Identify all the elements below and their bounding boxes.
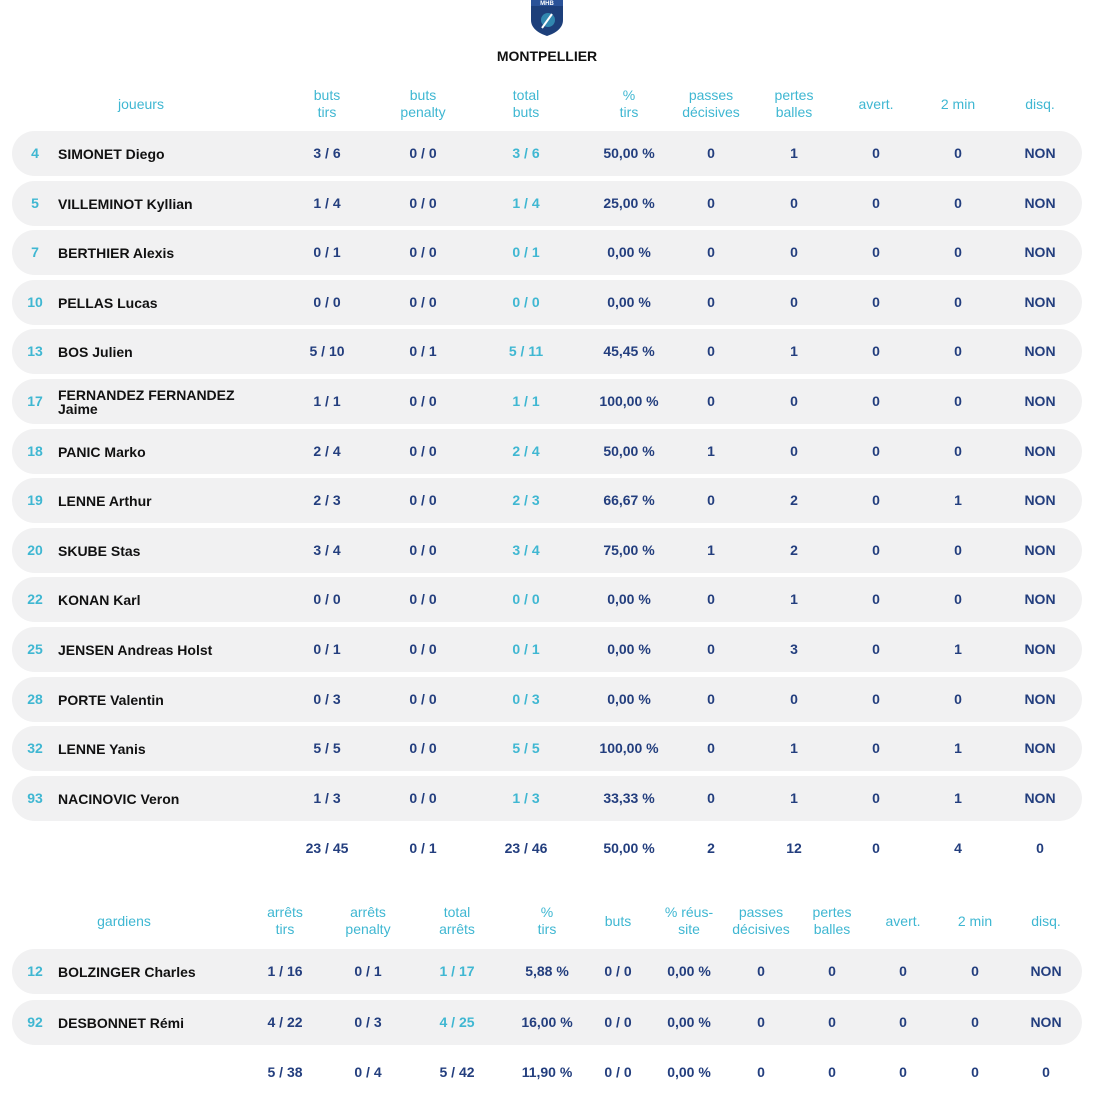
- jersey-number: 4: [31, 145, 39, 161]
- column-header: joueurs: [118, 95, 164, 112]
- player-name: [58, 949, 268, 994]
- jersey-number: 17: [27, 393, 43, 409]
- stat-disq: NON: [1024, 492, 1056, 508]
- column-header: % tirs: [537, 904, 557, 937]
- jersey-number: 32: [27, 740, 43, 756]
- player-name: [58, 726, 268, 771]
- player-name: [58, 131, 268, 176]
- player-row: [12, 776, 1082, 821]
- stat-buts: 0 / 0: [604, 1014, 632, 1030]
- stat-pertes: 0: [828, 963, 836, 979]
- total-total-arrets: 5 / 42: [439, 1064, 475, 1080]
- stat-pertes: 2: [790, 542, 798, 558]
- stat-buts-penalty: 0 / 0: [409, 641, 437, 657]
- stat-deux-min: 0: [971, 963, 979, 979]
- player-name: [58, 429, 268, 474]
- stat-pct-tirs: 100,00 %: [599, 393, 659, 409]
- stat-passes: 0: [707, 691, 715, 707]
- stat-buts-tirs: 0 / 0: [313, 591, 341, 607]
- stat-pct-tirs: 0,00 %: [607, 591, 651, 607]
- jersey-number: 18: [27, 443, 43, 459]
- total-pct-tirs: 11,90 %: [521, 1064, 573, 1080]
- stat-buts-tirs: 1 / 3: [313, 790, 341, 806]
- stat-buts-tirs: 1 / 1: [313, 393, 341, 409]
- stat-total-buts: 0 / 0: [512, 294, 540, 310]
- column-header: % réus- site: [664, 904, 714, 937]
- stat-pct-tirs: 100,00 %: [599, 740, 659, 756]
- column-header: % tirs: [619, 87, 639, 120]
- player-name: [58, 478, 268, 523]
- stat-passes: 0: [757, 963, 765, 979]
- stat-buts-tirs: 2 / 4: [313, 443, 341, 459]
- stat-buts-tirs: 0 / 1: [313, 244, 341, 260]
- stat-disq: NON: [1030, 963, 1062, 979]
- stat-buts-penalty: 0 / 0: [409, 542, 437, 558]
- stat-disq: NON: [1024, 591, 1056, 607]
- player-name-text: KONAN Karl: [58, 591, 141, 608]
- player-row: [12, 181, 1082, 226]
- player-name: [58, 528, 268, 573]
- player-name-text: DESBONNET Rémi: [58, 1014, 185, 1031]
- stat-passes: 0: [707, 492, 715, 508]
- player-row: [12, 280, 1082, 325]
- stat-pct-tirs: 75,00 %: [603, 542, 655, 558]
- stat-pertes: 3: [790, 641, 798, 657]
- stat-deux-min: 0: [971, 1014, 979, 1030]
- column-header: arrêts tirs: [267, 904, 303, 937]
- stat-total-buts: 0 / 1: [512, 244, 540, 260]
- stat-buts-tirs: 3 / 4: [313, 542, 341, 558]
- stat-buts-penalty: 0 / 0: [409, 443, 437, 459]
- stat-deux-min: 1: [954, 790, 962, 806]
- stat-avert: 0: [872, 492, 880, 508]
- stat-deux-min: 0: [954, 591, 962, 607]
- player-name-text: PELLAS Lucas: [58, 294, 158, 311]
- total-deux-min: 4: [954, 840, 962, 856]
- stat-passes: 0: [707, 591, 715, 607]
- stat-deux-min: 0: [954, 244, 962, 260]
- goalkeeper-row: [12, 1000, 1082, 1045]
- jersey-number: 25: [27, 641, 43, 657]
- stat-avert: 0: [872, 443, 880, 459]
- stat-deux-min: 1: [954, 740, 962, 756]
- stat-disq: NON: [1024, 443, 1056, 459]
- stat-disq: NON: [1024, 542, 1056, 558]
- column-header: 2 min: [957, 912, 993, 929]
- stat-disq: NON: [1024, 145, 1056, 161]
- stat-disq: NON: [1024, 393, 1056, 409]
- stat-disq: NON: [1024, 343, 1056, 359]
- column-header: disq.: [1031, 912, 1061, 929]
- player-row: [12, 726, 1082, 771]
- player-name-text: JENSEN Andreas Holst: [58, 641, 213, 658]
- stat-buts-tirs: 2 / 3: [313, 492, 341, 508]
- stat-pertes: 1: [790, 145, 798, 161]
- jersey-number: 7: [31, 244, 39, 260]
- stat-pertes: 0: [790, 294, 798, 310]
- stat-passes: 0: [707, 740, 715, 756]
- total-avert: 0: [872, 840, 880, 856]
- stat-buts-penalty: 0 / 0: [409, 591, 437, 607]
- stat-deux-min: 1: [954, 492, 962, 508]
- stat-total-buts: 1 / 4: [512, 195, 540, 211]
- stat-passes: 0: [707, 294, 715, 310]
- stat-deux-min: 0: [954, 443, 962, 459]
- goalkeeper-row: [12, 949, 1082, 994]
- players-totals-row: [0, 833, 1100, 863]
- stat-pct-tirs: 0,00 %: [607, 691, 651, 707]
- stat-avert: 0: [872, 790, 880, 806]
- stat-buts-tirs: 5 / 5: [313, 740, 341, 756]
- stat-deux-min: 0: [954, 691, 962, 707]
- stat-total-buts: 5 / 11: [508, 343, 544, 359]
- player-name-text: NACINOVIC Veron: [58, 790, 180, 807]
- jersey-number: 19: [27, 492, 43, 508]
- stat-pct-tirs: 66,67 %: [603, 492, 655, 508]
- stat-buts-penalty: 0 / 0: [409, 195, 437, 211]
- total-disq: 0: [1042, 1064, 1050, 1080]
- players-table-header: [0, 84, 1100, 124]
- stat-arrets-penalty: 0 / 1: [354, 963, 382, 979]
- stat-disq: NON: [1024, 244, 1056, 260]
- stat-deux-min: 0: [954, 393, 962, 409]
- stat-passes: 0: [707, 145, 715, 161]
- stat-total-buts: 0 / 1: [512, 641, 540, 657]
- stat-deux-min: 0: [954, 542, 962, 558]
- stat-pct-tirs: 33,33 %: [603, 790, 655, 806]
- player-row: [12, 230, 1082, 275]
- stat-pertes: 1: [790, 790, 798, 806]
- stat-buts-tirs: 0 / 0: [313, 294, 341, 310]
- stat-pct-tirs: 5,88 %: [525, 963, 569, 979]
- total-pct-tirs: 50,00 %: [603, 840, 655, 856]
- stat-buts-penalty: 0 / 0: [409, 492, 437, 508]
- jersey-number: 20: [27, 542, 43, 558]
- column-header: total buts: [512, 87, 540, 120]
- player-name-text: LENNE Yanis: [58, 740, 146, 757]
- stat-avert: 0: [899, 963, 907, 979]
- player-row: [12, 478, 1082, 523]
- column-header: total arrêts: [439, 904, 475, 937]
- player-name-text: VILLEMINOT Kyllian: [58, 195, 193, 212]
- stat-avert: 0: [872, 591, 880, 607]
- stat-total-buts: 3 / 6: [512, 145, 540, 161]
- total-pct-reussite: 0,00 %: [667, 1064, 711, 1080]
- stat-passes: 1: [707, 542, 715, 558]
- stat-total-buts: 0 / 3: [512, 691, 540, 707]
- total-total-buts: 23 / 46: [504, 840, 548, 856]
- stat-arrets-tirs: 1 / 16: [267, 963, 303, 979]
- stat-buts-tirs: 5 / 10: [309, 343, 345, 359]
- player-name-text: LENNE Arthur: [58, 492, 152, 509]
- player-name: [58, 379, 268, 424]
- player-name: [58, 776, 268, 821]
- stat-avert: 0: [872, 343, 880, 359]
- column-header: avert.: [885, 912, 921, 929]
- stat-disq: NON: [1024, 641, 1056, 657]
- jersey-number: 10: [27, 294, 43, 310]
- stat-total-buts: 3 / 4: [512, 542, 540, 558]
- total-avert: 0: [899, 1064, 907, 1080]
- goalkeepers-totals-row: [0, 1057, 1100, 1087]
- total-arrets-penalty: 0 / 4: [354, 1064, 382, 1080]
- stat-buts-penalty: 0 / 0: [409, 294, 437, 310]
- column-header: gardiens: [97, 912, 151, 929]
- stat-pct-tirs: 0,00 %: [607, 244, 651, 260]
- stat-passes: 0: [707, 790, 715, 806]
- jersey-number: 92: [27, 1014, 43, 1030]
- stat-pct-tirs: 0,00 %: [607, 641, 651, 657]
- player-row: [12, 528, 1082, 573]
- player-name-text: PANIC Marko: [58, 443, 146, 460]
- stat-avert: 0: [872, 145, 880, 161]
- stat-total-buts: 1 / 1: [512, 393, 540, 409]
- player-name-text: BOS Julien: [58, 343, 133, 360]
- stat-total-buts: 1 / 3: [512, 790, 540, 806]
- goalkeepers-table-header: [0, 901, 1100, 941]
- player-row: [12, 329, 1082, 374]
- stat-avert: 0: [872, 542, 880, 558]
- total-buts-tirs: 23 / 45: [305, 840, 349, 856]
- stat-pct-tirs: 45,45 %: [603, 343, 655, 359]
- stat-arrets-tirs: 4 / 22: [267, 1014, 303, 1030]
- player-row: [12, 379, 1082, 424]
- stat-pertes: 2: [790, 492, 798, 508]
- stat-pertes: 0: [790, 393, 798, 409]
- stat-buts-penalty: 0 / 1: [409, 343, 437, 359]
- column-header: pertes balles: [774, 87, 814, 120]
- stat-disq: NON: [1024, 294, 1056, 310]
- column-header: pertes balles: [812, 904, 852, 937]
- total-pertes: 0: [828, 1064, 836, 1080]
- stat-avert: 0: [872, 294, 880, 310]
- team-logo: [528, 0, 566, 36]
- stat-avert: 0: [872, 691, 880, 707]
- total-passes: 0: [757, 1064, 765, 1080]
- stat-avert: 0: [872, 641, 880, 657]
- stat-deux-min: 0: [954, 294, 962, 310]
- stat-buts-penalty: 0 / 0: [409, 740, 437, 756]
- column-header: disq.: [1025, 95, 1055, 112]
- stat-total-buts: 0 / 0: [512, 591, 540, 607]
- column-header: buts penalty: [400, 87, 446, 120]
- stat-pertes: 0: [790, 443, 798, 459]
- stat-buts-penalty: 0 / 0: [409, 393, 437, 409]
- total-buts: 0 / 0: [604, 1064, 632, 1080]
- stat-passes: 0: [707, 343, 715, 359]
- total-deux-min: 0: [971, 1064, 979, 1080]
- stat-pct-tirs: 25,00 %: [603, 195, 655, 211]
- stat-buts-penalty: 0 / 0: [409, 244, 437, 260]
- stat-avert: 0: [872, 393, 880, 409]
- team-name: MONTPELLIER: [496, 48, 598, 64]
- total-disq: 0: [1036, 840, 1044, 856]
- jersey-number: 13: [27, 343, 43, 359]
- player-row: [12, 429, 1082, 474]
- player-name: [58, 280, 268, 325]
- jersey-number: 93: [27, 790, 43, 806]
- stat-pct-reussite: 0,00 %: [667, 1014, 711, 1030]
- player-name: [58, 677, 268, 722]
- mhb-crest-icon: [528, 0, 566, 36]
- stat-disq: NON: [1030, 1014, 1062, 1030]
- player-name-text: BERTHIER Alexis: [58, 244, 175, 261]
- jersey-number: 12: [27, 963, 43, 979]
- stat-deux-min: 0: [954, 195, 962, 211]
- player-name: [58, 329, 268, 374]
- stat-buts-tirs: 1 / 4: [313, 195, 341, 211]
- total-buts-penalty: 0 / 1: [409, 840, 437, 856]
- player-row: [12, 577, 1082, 622]
- stat-avert: 0: [899, 1014, 907, 1030]
- column-header: buts tirs: [313, 87, 341, 120]
- stat-buts-tirs: 0 / 3: [313, 691, 341, 707]
- stat-pct-tirs: 0,00 %: [607, 294, 651, 310]
- player-name-text: SIMONET Diego: [58, 145, 165, 162]
- stat-total-buts: 2 / 3: [512, 492, 540, 508]
- column-header: passes décisives: [732, 904, 790, 937]
- stat-avert: 0: [872, 740, 880, 756]
- column-header: arrêts penalty: [345, 904, 391, 937]
- stat-pertes: 0: [790, 195, 798, 211]
- stat-buts-penalty: 0 / 0: [409, 691, 437, 707]
- stat-deux-min: 1: [954, 641, 962, 657]
- stat-passes: 0: [707, 195, 715, 211]
- total-passes: 2: [707, 840, 715, 856]
- total-arrets-tirs: 5 / 38: [267, 1064, 303, 1080]
- stat-pct-tirs: 16,00 %: [521, 1014, 573, 1030]
- stat-buts-tirs: 3 / 6: [313, 145, 341, 161]
- stat-passes: 0: [707, 393, 715, 409]
- stat-pertes: 1: [790, 740, 798, 756]
- player-name: [58, 577, 268, 622]
- player-name: [58, 627, 268, 672]
- stat-pertes: 0: [790, 244, 798, 260]
- column-header: passes décisives: [682, 87, 740, 120]
- stat-total-buts: 5 / 5: [512, 740, 540, 756]
- stat-pct-tirs: 50,00 %: [603, 443, 655, 459]
- stat-total-arrets: 1 / 17: [439, 963, 475, 979]
- stat-disq: NON: [1024, 740, 1056, 756]
- player-row: [12, 131, 1082, 176]
- player-name: [58, 1000, 268, 1045]
- stat-total-arrets: 4 / 25: [439, 1014, 475, 1030]
- stat-deux-min: 0: [954, 145, 962, 161]
- stat-passes: 1: [707, 443, 715, 459]
- player-name-text: PORTE Valentin: [58, 691, 164, 708]
- stat-pct-tirs: 50,00 %: [603, 145, 655, 161]
- stat-passes: 0: [707, 641, 715, 657]
- stat-pertes: 0: [828, 1014, 836, 1030]
- stat-arrets-penalty: 0 / 3: [354, 1014, 382, 1030]
- stat-passes: 0: [757, 1014, 765, 1030]
- column-header: buts: [604, 912, 632, 929]
- stat-pct-reussite: 0,00 %: [667, 963, 711, 979]
- total-pertes: 12: [786, 840, 802, 856]
- stat-disq: NON: [1024, 691, 1056, 707]
- stat-disq: NON: [1024, 195, 1056, 211]
- stat-pertes: 1: [790, 591, 798, 607]
- player-row: [12, 677, 1082, 722]
- player-row: [12, 627, 1082, 672]
- player-name: [58, 230, 268, 275]
- jersey-number: 22: [27, 591, 43, 607]
- jersey-number: 5: [31, 195, 39, 211]
- stat-avert: 0: [872, 244, 880, 260]
- stat-passes: 0: [707, 244, 715, 260]
- stat-deux-min: 0: [954, 343, 962, 359]
- player-name: [58, 181, 268, 226]
- column-header: 2 min: [940, 95, 976, 112]
- player-name-text: BOLZINGER Charles: [58, 963, 196, 980]
- stat-total-buts: 2 / 4: [512, 443, 540, 459]
- svg-text:MHB: MHB: [540, 1, 554, 7]
- column-header: avert.: [858, 95, 894, 112]
- jersey-number: 28: [27, 691, 43, 707]
- stat-buts-penalty: 0 / 0: [409, 790, 437, 806]
- stat-buts-penalty: 0 / 0: [409, 145, 437, 161]
- stat-buts: 0 / 0: [604, 963, 632, 979]
- stat-disq: NON: [1024, 790, 1056, 806]
- stat-buts-tirs: 0 / 1: [313, 641, 341, 657]
- stat-avert: 0: [872, 195, 880, 211]
- player-name-text: FERNANDEZ FERNANDEZ Jaime: [58, 386, 235, 417]
- stat-pertes: 1: [790, 343, 798, 359]
- player-name-text: SKUBE Stas: [58, 542, 141, 559]
- stat-pertes: 0: [790, 691, 798, 707]
